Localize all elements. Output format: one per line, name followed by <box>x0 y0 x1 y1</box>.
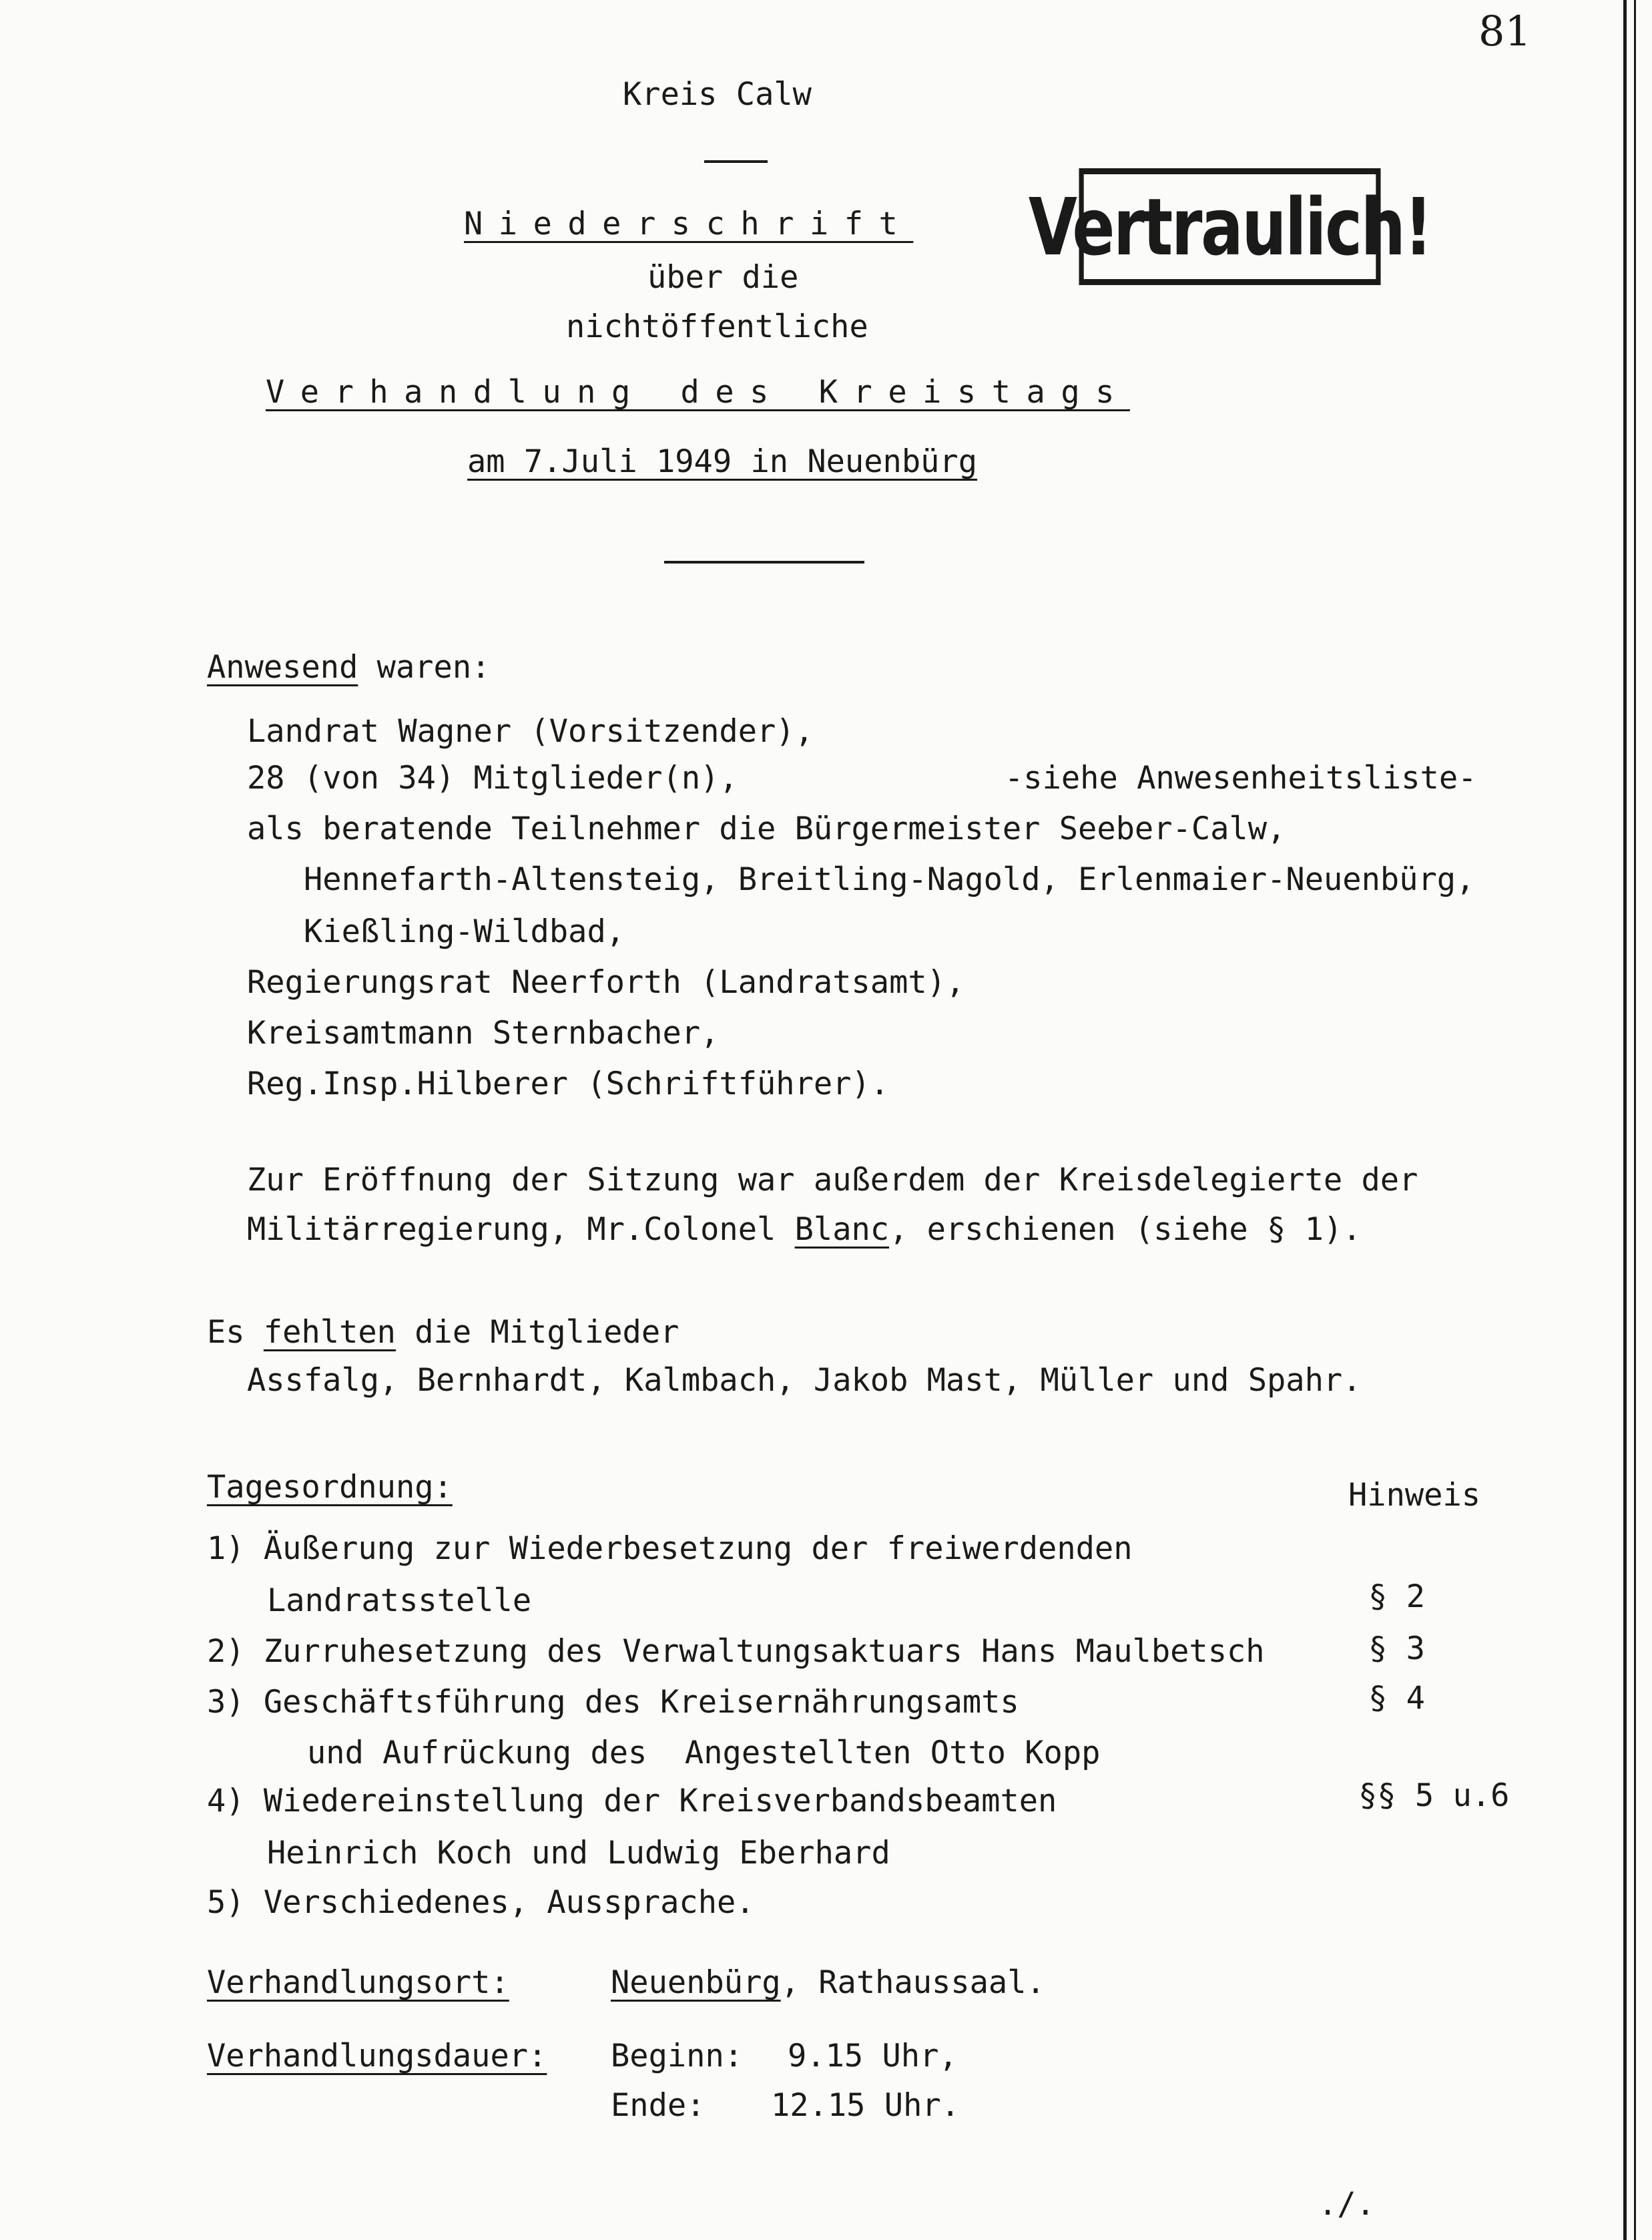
title-nichtoeffentliche: nichtöffentliche <box>566 308 868 345</box>
district-heading: Kreis Calw <box>623 76 812 113</box>
place-town: Neuenbürg <box>611 1964 781 2001</box>
present-line: Reg.Insp.Hilberer (Schriftführer). <box>247 1066 890 1102</box>
opening-line-1: Zur Eröffnung der Sitzung war außerdem der Kreisdelegierte der <box>247 1162 1418 1198</box>
opening-text: Militärregierung, Mr.Colonel <box>247 1211 795 1248</box>
page-number: 81 <box>1478 7 1531 55</box>
colonel-name: Blanc <box>794 1211 890 1248</box>
present-heading-word: Anwesend <box>207 649 358 686</box>
present-line: Kießling-Wildbad, <box>304 913 625 950</box>
agenda-item: 3) Geschäftsführung des Kreisernährungsamts <box>207 1684 1019 1721</box>
agenda-item-continuation: Landratsstelle <box>267 1582 532 1619</box>
agenda-item-continuation: Heinrich Koch und Ludwig Eberhard <box>267 1835 890 1871</box>
agenda-ref: § 2 <box>1368 1578 1425 1615</box>
end-value: 12.15 Uhr. <box>771 2087 960 2124</box>
place-rest: , Rathaussaal. <box>780 1964 1045 2001</box>
present-line: 28 (von 34) Mitglieder(n), <box>247 760 738 797</box>
agenda-ref: § 4 <box>1368 1680 1425 1717</box>
present-heading <box>207 648 490 688</box>
title-verhandlung: Verhandlung des Kreistags <box>266 374 1130 411</box>
absent-prefix: Es <box>207 1314 264 1351</box>
agenda-ref: § 3 <box>1368 1630 1425 1667</box>
opening-line-2 <box>247 1210 1362 1250</box>
opening-text: , erschienen (siehe § 1). <box>889 1211 1362 1248</box>
title-date-place: am 7.Juli 1949 in Neuenbürg <box>467 443 978 480</box>
page-edge-line <box>1634 0 1636 2240</box>
agenda-item: 4) Wiedereinstellung der Kreisverbandsbeamten <box>207 1783 1057 1819</box>
title-niederschrift: Niederschrift <box>464 206 914 242</box>
duration-label: Verhandlungsdauer: <box>207 2038 547 2074</box>
agenda-item: 2) Zurruhesetzung des Verwaltungsaktuars Hans Maulbetsch <box>207 1633 1265 1670</box>
continuation-mark: ./. <box>1318 2186 1375 2223</box>
absent-names: Assfalg, Bernhardt, Kalmbach, Jakob Mast, Müller und Spahr. <box>247 1362 1362 1399</box>
agenda-item: 1) Äußerung zur Wiederbesetzung der freiwerdenden <box>207 1530 1133 1567</box>
agenda-ref-header: Hinweis <box>1348 1477 1481 1514</box>
title-ueber-die: über die <box>647 259 799 296</box>
present-line: als beratende Teilnehmer die Bürgermeister Seeber-Calw, <box>247 811 1286 847</box>
begin-value: 9.15 Uhr, <box>788 2038 958 2074</box>
attendance-list-note: -siehe Anwesenheitsliste- <box>1005 760 1477 797</box>
end-label: Ende: <box>611 2087 706 2124</box>
present-line: Landrat Wagner (Vorsitzender), <box>247 713 814 750</box>
divider <box>704 160 768 163</box>
present-line: Hennefarth-Altensteig, Breitling-Nagold, Erlenmaier-Neuenbürg, <box>304 861 1475 898</box>
place-label: Verhandlungsort: <box>207 1964 509 2001</box>
divider <box>664 561 864 564</box>
agenda-item-continuation: und Aufrückung des Angestellten Otto Kopp <box>307 1735 1101 1771</box>
present-heading-suffix: waren: <box>358 649 491 686</box>
absent-suffix: die Mitglieder <box>395 1314 679 1351</box>
place-value <box>611 1963 1045 2003</box>
present-line: Kreisamtmann Sternbacher, <box>247 1015 720 1052</box>
page-edge-line <box>1623 0 1627 2240</box>
absent-heading <box>207 1313 679 1353</box>
absent-word: fehlten <box>263 1314 396 1351</box>
agenda-item: 5) Verschiedenes, Aussprache. <box>207 1884 755 1921</box>
present-line: Regierungsrat Neerforth (Landratsamt), <box>247 964 965 1001</box>
agenda-ref: §§ 5 u.6 <box>1358 1777 1510 1814</box>
agenda-heading: Tagesordnung: <box>207 1469 453 1506</box>
begin-label: Beginn: <box>611 2038 744 2074</box>
confidential-stamp: Vertraulich! <box>1079 168 1381 285</box>
